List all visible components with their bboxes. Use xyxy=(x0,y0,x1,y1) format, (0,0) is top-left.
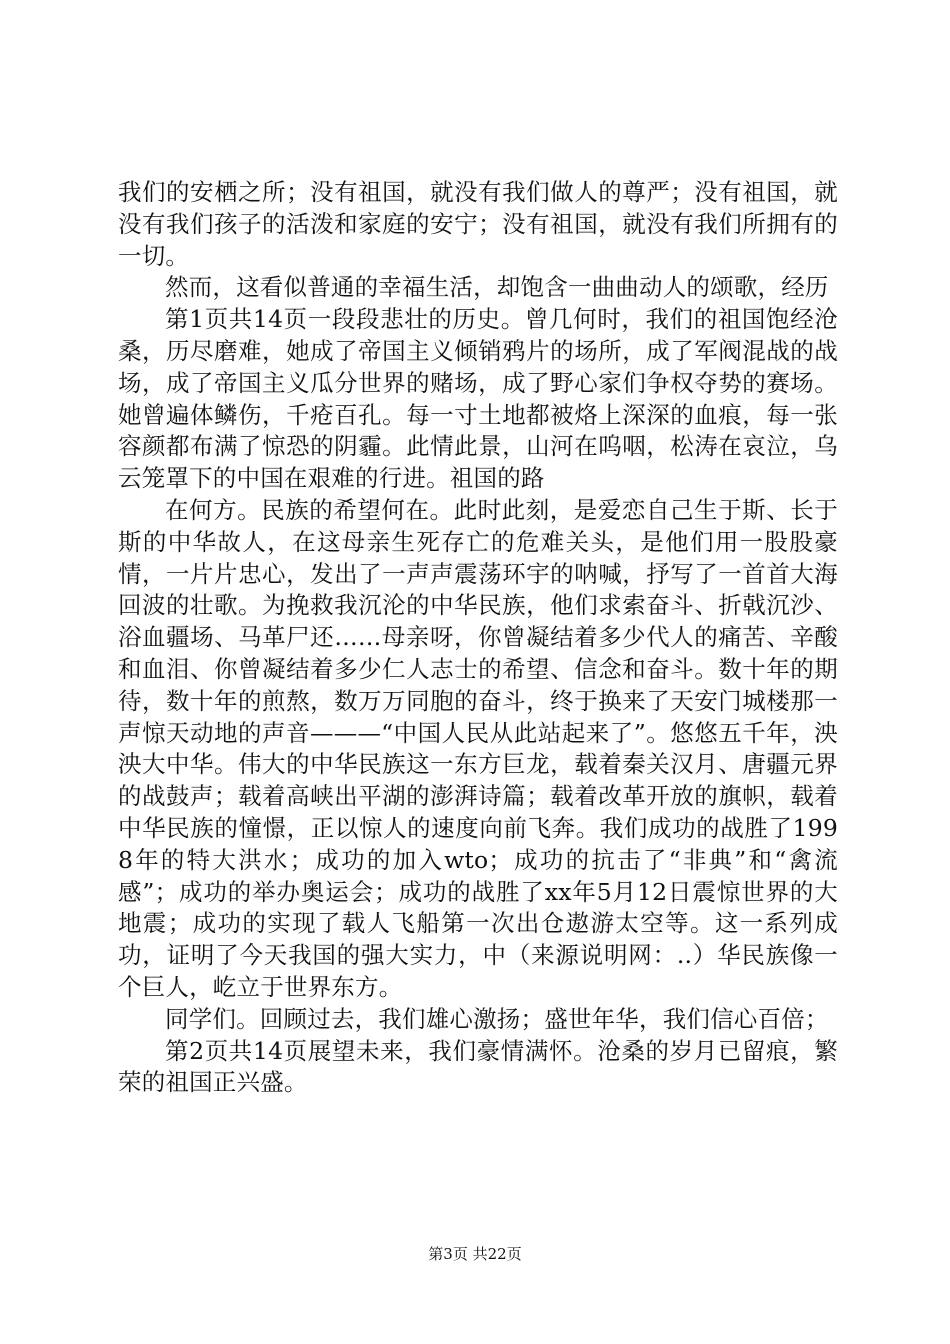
paragraph: 然而，这看似普通的幸福生活，却饱含一曲曲动人的颂歌，经历 xyxy=(165,273,829,302)
paragraph: 在何方。民族的希望何在。此时此刻，是爱恋自己生于斯、长于斯的中华故人，在这母亲生死存亡的危难关头，是他们用一股股豪情，一片片忠心，发出了一声声震荡环宇的呐喊，抒写了一首首大海回波的壮歌。为挽救我沉沦的中华民族，他们求索奋斗、折戟沉沙、浴血疆场、马革尸还……母亲呀，你曾凝结着多少代人的痛苦、辛酸和血泪、你曾凝结着多少仁人志士的希望、信念和奋斗。数十年的期待，数十年的煎熬，数万万同胞的奋斗，终于换来了天安门城楼那一声惊天动地的声音———“中国人民从此站起来了”。悠悠五千年，泱泱大中华。伟大的中华民族这一东方巨龙，载着秦关汉月、唐疆元界的战鼓声；载着高峡出平湖的澎湃诗篇；载着改革开放的旗帜，载着中华民族的憧憬，正以惊人的速度向前飞奔。我们成功的战胜了1998年的特大洪水；成功的加入wto；成功的抗击了“非典”和“禽流感”；成功的举办奥运会；成功的战胜了xx年5月12日震惊世界的大地震；成功的实现了载人飞船第一次出仓遨游太空等。这一系列成功，证明了今天我国的强大实力，中（来源说明网：..）华民族像一个巨人，屹立于世界东方。 xyxy=(118,495,838,1001)
paragraph: 第2页共14页展望未来，我们豪情满怀。沧桑的岁月已留痕，繁荣的祖国正兴盛。 xyxy=(118,1036,838,1097)
paragraph: 同学们。回顾过去，我们雄心激扬；盛世年华，我们信心百倍； xyxy=(165,1004,829,1033)
paragraph: 第1页共14页一段段悲壮的历史。曾几何时，我们的祖国饱经沧桑，历尽磨难，她成了帝国主义倾销鸦片的场所，成了军阀混战的战场，成了帝国主义瓜分世界的赌场，成了野心家们争权夺势的赛场。她曾遍体鳞伤，千疮百孔。每一寸土地都被烙上深深的血痕，每一张容颜都布满了惊恐的阴霾。此情此景，山河在呜咽，松涛在哀泣，乌云笼罩下的中国在艰难的行进。祖国的路 xyxy=(118,305,838,493)
document-body xyxy=(118,177,838,1099)
page-footer: 第3页 共22页 xyxy=(428,1245,522,1263)
paragraph: 我们的安栖之所；没有祖国，就没有我们做人的尊严；没有祖国，就没有我们孩子的活泼和家庭的安宁；没有祖国，就没有我们所拥有的一切。 xyxy=(118,178,838,270)
